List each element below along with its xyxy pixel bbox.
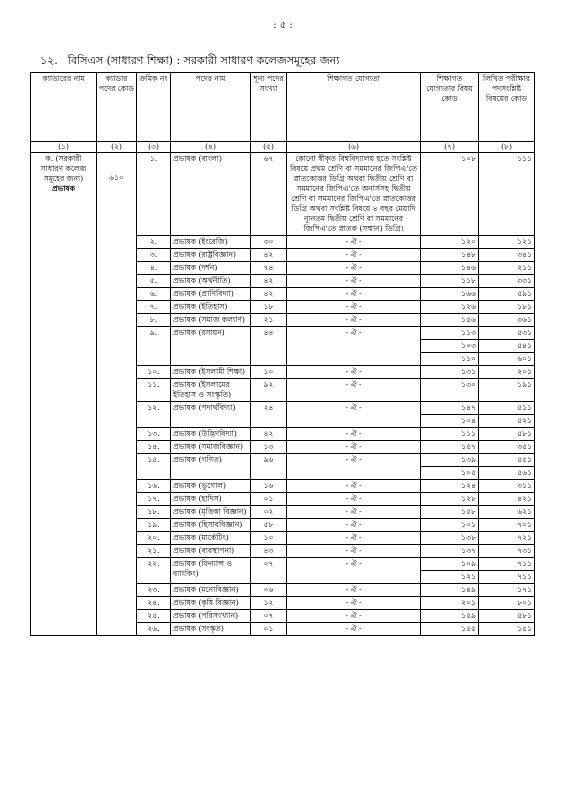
post-name-cell: প্রভাষক (দর্শন) xyxy=(171,262,251,275)
index-cell: (২) xyxy=(97,142,137,153)
edu-subject-code-cell: ১০৮ xyxy=(421,153,479,236)
post-name-cell: প্রভাষক (ইসলামের ইতিহাস ও সংস্কৃতি) xyxy=(171,379,251,402)
vacancy-cell: ১২ xyxy=(251,597,287,610)
vacancy-cell: ৪২ xyxy=(251,275,287,288)
post-name-cell: প্রভাষক (কৃষি বিজ্ঞান) xyxy=(171,597,251,610)
exam-subject-code-cell: ৬২১ xyxy=(479,506,535,519)
qualification-cell: - ঐ - xyxy=(287,506,421,519)
table-row xyxy=(31,153,535,236)
qualification-cell: - ঐ - xyxy=(287,314,421,327)
exam-subject-code-cell: ৭৩১ xyxy=(479,545,535,558)
exam-subject-code-cell: ১৮১ xyxy=(479,301,535,314)
header-row xyxy=(31,73,535,142)
serial-cell: ২১. xyxy=(137,545,171,558)
index-cell: (৪) xyxy=(171,142,251,153)
vacancy-cell: ২১ xyxy=(251,314,287,327)
exam-subject-code-cell: ৩৫১ xyxy=(479,441,535,454)
qualification-cell: - ঐ - xyxy=(287,623,421,636)
vacancy-cell: ০৭ xyxy=(251,558,287,584)
edu-subject-code-cell: ১৩৭ xyxy=(421,545,479,558)
exam-subject-code-cell: ১৫১ xyxy=(479,623,535,636)
cadre-code-cell: ৬১০ xyxy=(97,153,137,636)
qualification-cell: - ঐ - xyxy=(287,532,421,545)
vacancy-cell: ৫৮ xyxy=(251,519,287,532)
qualification-cell: - ঐ - xyxy=(287,327,421,366)
vacancy-cell: ০৬ xyxy=(251,584,287,597)
edu-subject-code-cell: ১৫৫ xyxy=(421,623,479,636)
exam-subject-code-cell: ৫৪১ xyxy=(479,340,535,353)
vacancy-cell: ৬৭ xyxy=(251,153,287,236)
vacancy-cell: ৪২ xyxy=(251,428,287,441)
post-name-cell: প্রভাষক (ইতিহাস) xyxy=(171,301,251,314)
header-cell: শিক্ষাগত যোগ্যতার বিষয় কোড xyxy=(421,73,479,142)
edu-subject-code-cell: ১২১ xyxy=(421,571,479,584)
serial-cell: ১৪. xyxy=(137,441,171,454)
edu-subject-code-cell: ১১৮ xyxy=(421,275,479,288)
qualification-cell: - ঐ - xyxy=(287,428,421,441)
cadre-name: ক. (সরকারী সাধারণ কলেজ সমূহের জন্য) xyxy=(40,154,87,183)
serial-cell: ১৮. xyxy=(137,506,171,519)
serial-cell: ৯. xyxy=(137,327,171,366)
header-cell: ক্যাডারের নাম xyxy=(31,73,97,142)
exam-subject-code-cell: ৭০১ xyxy=(479,519,535,532)
post-name-cell: প্রভাষক (সংস্কৃত) xyxy=(171,623,251,636)
post-name-cell: প্রভাষক (প্রাণিবিদ্যা) xyxy=(171,288,251,301)
exam-subject-code-cell: ২০১ xyxy=(479,366,535,379)
qualification-cell: - ঐ - xyxy=(287,301,421,314)
post-name-cell: প্রভাষক (ইংরেজি) xyxy=(171,236,251,249)
vacancy-cell: ০১ xyxy=(251,623,287,636)
column-index-row xyxy=(31,142,535,153)
vacancy-cell: ৪৪ xyxy=(251,327,287,366)
serial-cell: ২৫. xyxy=(137,610,171,623)
exam-subject-code-cell: ৩৩১ xyxy=(479,275,535,288)
serial-cell: ৭. xyxy=(137,301,171,314)
qualification-cell: - ঐ - xyxy=(287,249,421,262)
edu-subject-code-cell: ১৪৯ xyxy=(421,584,479,597)
exam-subject-code-cell: ৫৮১ xyxy=(479,610,535,623)
header-cell: শিক্ষাগত যোগ্যতা xyxy=(287,73,421,142)
post-name-cell: প্রভাষক (ভূগোল) xyxy=(171,480,251,493)
qualification-cell: - ঐ - xyxy=(287,480,421,493)
qualification-cell: - ঐ - xyxy=(287,262,421,275)
qualification-cell: - ঐ - xyxy=(287,545,421,558)
exam-subject-code-cell: ৩৪১ xyxy=(479,249,535,262)
exam-subject-code-cell: ৮০১ xyxy=(479,597,535,610)
vacancy-cell: ০১ xyxy=(251,493,287,506)
header-cell: লিখিত পরীক্ষার পদসংশ্লিষ্ট বিষয়ের কোড xyxy=(479,73,535,142)
qualification-cell: - ঐ - xyxy=(287,236,421,249)
serial-cell: ১. xyxy=(137,153,171,236)
vacancy-cell: ১৮ xyxy=(251,301,287,314)
edu-subject-code-cell: ১০৫ xyxy=(421,467,479,480)
edu-subject-code-cell: ১৫৯ xyxy=(421,610,479,623)
qualification-cell: - ঐ - xyxy=(287,454,421,480)
serial-cell: ৪. xyxy=(137,262,171,275)
cadre-vacancy-table xyxy=(30,72,535,636)
edu-subject-code-cell: ১২৪ xyxy=(421,480,479,493)
vacancy-cell: ৯২ xyxy=(251,379,287,402)
serial-cell: ৮. xyxy=(137,314,171,327)
exam-subject-code-cell: ৩৬১ xyxy=(479,314,535,327)
serial-cell: ২২. xyxy=(137,558,171,584)
post-name-cell: প্রভাষক (মনোবিজ্ঞান) xyxy=(171,584,251,597)
vacancy-cell: ০৭ xyxy=(251,610,287,623)
vacancy-cell: ৭৪ xyxy=(251,262,287,275)
serial-cell: ১৩. xyxy=(137,428,171,441)
qualification-cell: কোনো স্বীকৃত বিশ্ববিদ্যালয় হতে সংশ্লিষ্ট বিষয়ে প্রথম শ্রেণি বা সমমানের জিপিএ'তে স্নাতকোত্তর ডিগ্রি অথবা দ্বিতীয় শ্রেণি বা সমমানের জিপিএ'তে অনার্সসহ দ্বিতীয় শ্রেণি বা সমমানের জিপিএ'তে স্নাতকোত্তর ডিগ্রি অথবা সংশ্লিষ্ট বিষয়ে ৪ বছর মেয়াদি ন্যূনতম দ্বিতীয় শ্রেণি বা সমমানের জিপিএ'তে স্নাতক (সম্মান) ডিগ্রি। xyxy=(287,153,421,236)
edu-subject-code-cell: ১০৩ xyxy=(421,340,479,353)
exam-subject-code-cell: ৫৬১ xyxy=(479,467,535,480)
edu-subject-code-cell: ১২৬ xyxy=(421,301,479,314)
edu-subject-code-cell: ১১১ xyxy=(421,428,479,441)
exam-subject-code-cell: ৫৯১ xyxy=(479,288,535,301)
qualification-cell: - ঐ - xyxy=(287,441,421,454)
exam-subject-code-cell: ১১১ xyxy=(479,153,535,236)
serial-cell: ১২. xyxy=(137,402,171,428)
exam-subject-code-cell: ৫৮১ xyxy=(479,428,535,441)
exam-subject-code-cell: ৫৩১ xyxy=(479,327,535,340)
vacancy-cell: ৪২ xyxy=(251,249,287,262)
serial-cell: ১৭. xyxy=(137,493,171,506)
qualification-cell: - ঐ - xyxy=(287,610,421,623)
post-name-cell: প্রভাষক (উদ্ভিদবিদ্যা) xyxy=(171,428,251,441)
qualification-cell: - ঐ - xyxy=(287,519,421,532)
exam-subject-code-cell: ৫৫১ xyxy=(479,454,535,467)
serial-cell: ২. xyxy=(137,236,171,249)
qualification-cell: - ঐ - xyxy=(287,493,421,506)
qualification-cell: - ঐ - xyxy=(287,379,421,402)
vacancy-cell: ১০ xyxy=(251,366,287,379)
post-name-cell: প্রভাষক (হাদিস) xyxy=(171,493,251,506)
post-name-cell: প্রভাষক (সমাজ কল্যাণ) xyxy=(171,314,251,327)
index-cell: (১) xyxy=(31,142,97,153)
post-name-cell: প্রভাষক (মার্কেটিং) xyxy=(171,532,251,545)
section-title-text: বিসিএস (সাধারণ শিক্ষা) : সরকারী সাধারণ কলেজসমূহের জন্য xyxy=(67,54,340,67)
serial-cell: ১১. xyxy=(137,379,171,402)
edu-subject-code-cell: ১৩১ xyxy=(421,366,479,379)
section-number: ১২. xyxy=(40,54,58,67)
qualification-cell: - ঐ - xyxy=(287,366,421,379)
post-name-cell: প্রভাষক (পরিসংখ্যান) xyxy=(171,610,251,623)
vacancy-cell: ০২ xyxy=(251,506,287,519)
serial-cell: ২৬. xyxy=(137,623,171,636)
header-cell: পদের নাম xyxy=(171,73,251,142)
vacancy-cell: ১৩ xyxy=(251,441,287,454)
serial-cell: ২৪. xyxy=(137,597,171,610)
post-name-cell: প্রভাষক (সমাজবিজ্ঞান) xyxy=(171,441,251,454)
vacancy-cell: ১৬ xyxy=(251,480,287,493)
serial-cell: ১৬. xyxy=(137,480,171,493)
index-cell: (৩) xyxy=(137,142,171,153)
qualification-cell: - ঐ - xyxy=(287,275,421,288)
exam-subject-code-cell: ৫১১ xyxy=(479,402,535,415)
index-cell: (৭) xyxy=(421,142,479,153)
serial-cell: ৩. xyxy=(137,249,171,262)
edu-subject-code-cell: ১১০ xyxy=(421,353,479,366)
post-name-cell: প্রভাষক (ব্যবস্থাপনা) xyxy=(171,545,251,558)
exam-subject-code-cell: ১৯১ xyxy=(479,379,535,402)
index-cell: (৮) xyxy=(479,142,535,153)
header-cell: শূন্য পদের সংখ্যা xyxy=(251,73,287,142)
qualification-cell: - ঐ - xyxy=(287,288,421,301)
post-name-cell: প্রভাষক (বাংলা) xyxy=(171,153,251,236)
edu-subject-code-cell: ১৬৬ xyxy=(421,288,479,301)
edu-subject-code-cell: ১৫৬ xyxy=(421,314,479,327)
exam-subject-code-cell: ৪২১ xyxy=(479,493,535,506)
edu-subject-code-cell: ১৫৭ xyxy=(421,441,479,454)
exam-subject-code-cell: ১২১ xyxy=(479,236,535,249)
index-cell: (৬) xyxy=(287,142,421,153)
edu-subject-code-cell: ১২৮ xyxy=(421,493,479,506)
post-name-cell: প্রভাষক (পদার্থবিদ্যা) xyxy=(171,402,251,428)
section-title xyxy=(40,52,339,71)
serial-cell: ১৯. xyxy=(137,519,171,532)
exam-subject-code-cell: ৩১১ xyxy=(479,480,535,493)
exam-subject-code-cell: ৫২১ xyxy=(479,415,535,428)
vacancy-cell: ৩০ xyxy=(251,236,287,249)
serial-cell: ২৩. xyxy=(137,584,171,597)
serial-cell: ৫. xyxy=(137,275,171,288)
edu-subject-code-cell: ২০১ xyxy=(421,597,479,610)
vacancy-cell: ১০ xyxy=(251,532,287,545)
vacancy-cell: ৪২ xyxy=(251,288,287,301)
edu-subject-code-cell: ১৩৮ xyxy=(421,532,479,545)
post-name-cell: প্রভাষক (মৃত্তিকা বিজ্ঞান) xyxy=(171,506,251,519)
header-cell: ক্যাডার পদের কোড xyxy=(97,73,137,142)
serial-cell: ৬. xyxy=(137,288,171,301)
edu-subject-code-cell: ১৪৬ xyxy=(421,262,479,275)
header-cell: ক্রমিক নং xyxy=(137,73,171,142)
index-cell: (৫) xyxy=(251,142,287,153)
edu-subject-code-cell: ১৩৯ xyxy=(421,454,479,467)
post-name-cell: প্রভাষক (রাষ্ট্রবিজ্ঞান) xyxy=(171,249,251,262)
serial-cell: ২০. xyxy=(137,532,171,545)
exam-subject-code-cell: ৬০১ xyxy=(479,353,535,366)
page-number: : ৫ : xyxy=(273,20,293,31)
qualification-cell: - ঐ - xyxy=(287,402,421,428)
post-name-cell: প্রভাষক (হিসাববিজ্ঞান) xyxy=(171,519,251,532)
serial-cell: ১০. xyxy=(137,366,171,379)
qualification-cell: - ঐ - xyxy=(287,558,421,584)
post-name-cell: প্রভাষক (ফিন্যান্স ও ব্যাংকিং) xyxy=(171,558,251,584)
edu-subject-code-cell: ১১৩ xyxy=(421,327,479,340)
edu-subject-code-cell: ১০৪ xyxy=(421,415,479,428)
edu-subject-code-cell: ১০১ xyxy=(421,519,479,532)
edu-subject-code-cell: ১২০ xyxy=(421,236,479,249)
post-name-cell: প্রভাষক (অর্থনীতি) xyxy=(171,275,251,288)
vacancy-cell: ৯৬ xyxy=(251,454,287,480)
edu-subject-code-cell: ১৪৮ xyxy=(421,249,479,262)
cadre-post-bold: প্রভাষক xyxy=(51,184,76,193)
post-name-cell: প্রভাষক (গণিত) xyxy=(171,454,251,480)
qualification-cell: - ঐ - xyxy=(287,597,421,610)
exam-subject-code-cell: ৭১১ xyxy=(479,558,535,571)
edu-subject-code-cell: ১০৯ xyxy=(421,558,479,571)
cadre-name-cell xyxy=(31,153,97,636)
exam-subject-code-cell: ৭১১ xyxy=(479,571,535,584)
edu-subject-code-cell: ১৪৭ xyxy=(421,402,479,415)
post-name-cell: প্রভাষক (রসায়ন) xyxy=(171,327,251,366)
vacancy-cell: ৪৩ xyxy=(251,545,287,558)
post-name-cell: প্রভাষক (ইসলামী শিক্ষা) xyxy=(171,366,251,379)
exam-subject-code-cell: ১৭১ xyxy=(479,584,535,597)
exam-subject-code-cell: ৭২১ xyxy=(479,532,535,545)
vacancy-cell: ২৪ xyxy=(251,402,287,428)
edu-subject-code-cell: ১৩০ xyxy=(421,379,479,402)
edu-subject-code-cell: ১৫৮ xyxy=(421,506,479,519)
serial-cell: ১৫. xyxy=(137,454,171,480)
qualification-cell: - ঐ - xyxy=(287,584,421,597)
table-body xyxy=(31,153,535,636)
exam-subject-code-cell: ২১১ xyxy=(479,262,535,275)
